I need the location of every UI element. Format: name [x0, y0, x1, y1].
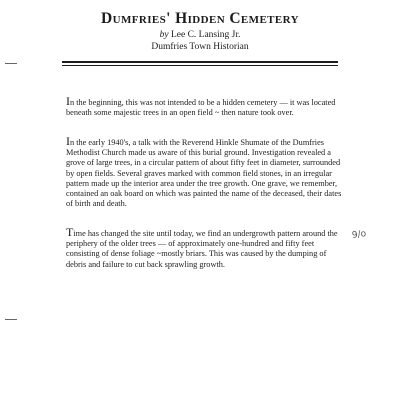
paragraph-text: ime has changed the site until today, we find an undergrowth pattern around the periphery of the older trees — of approximately one-hundred and fifty feet consisting of dense foliage ~mostly briars. This was caused by the dumping of debris and failure to cut back sprawling growth.: [66, 229, 338, 269]
drop-cap: T: [66, 225, 74, 239]
document-header: [0, 10, 400, 53]
paragraph-text: n the early 1940's, a talk with the Reverend Hinkle Shumate of the Dumfries Methodist Church made us aware of this burial ground. Investigation revealed a grove of large trees, in a circular pattern of about fifty feet in diameter, surrounded by open fields. Several graves marked with common field stones, in an irregular pattern made up the interior area under the tree growth. One grave, we remember, contained an oak board on which was painted the name of the deceased, their dates of birth and death.: [66, 138, 342, 209]
binder-hole-mark: [5, 63, 17, 65]
paragraph: [66, 136, 342, 209]
author-name: Lee C. Lansing Jr.: [170, 30, 241, 40]
paragraph: [66, 227, 342, 270]
binder-hole-mark: [5, 319, 17, 321]
document-title: Dumfries' Hidden Cemetery: [101, 10, 299, 27]
author-role: Dumfries Town Historian: [151, 42, 249, 52]
paragraph-text: n the beginning, this was not intended to be a hidden cemetery — it was located beneath some majestic trees in an open field ~ then nature took over.: [66, 98, 336, 118]
header-divider: [62, 61, 338, 66]
drop-cap: I: [66, 134, 70, 148]
byline: [0, 29, 400, 41]
handwritten-margin-note: 9/o: [351, 229, 367, 241]
drop-cap: I: [66, 94, 70, 108]
byline-prefix: by: [159, 30, 169, 40]
paragraph: [66, 96, 342, 118]
